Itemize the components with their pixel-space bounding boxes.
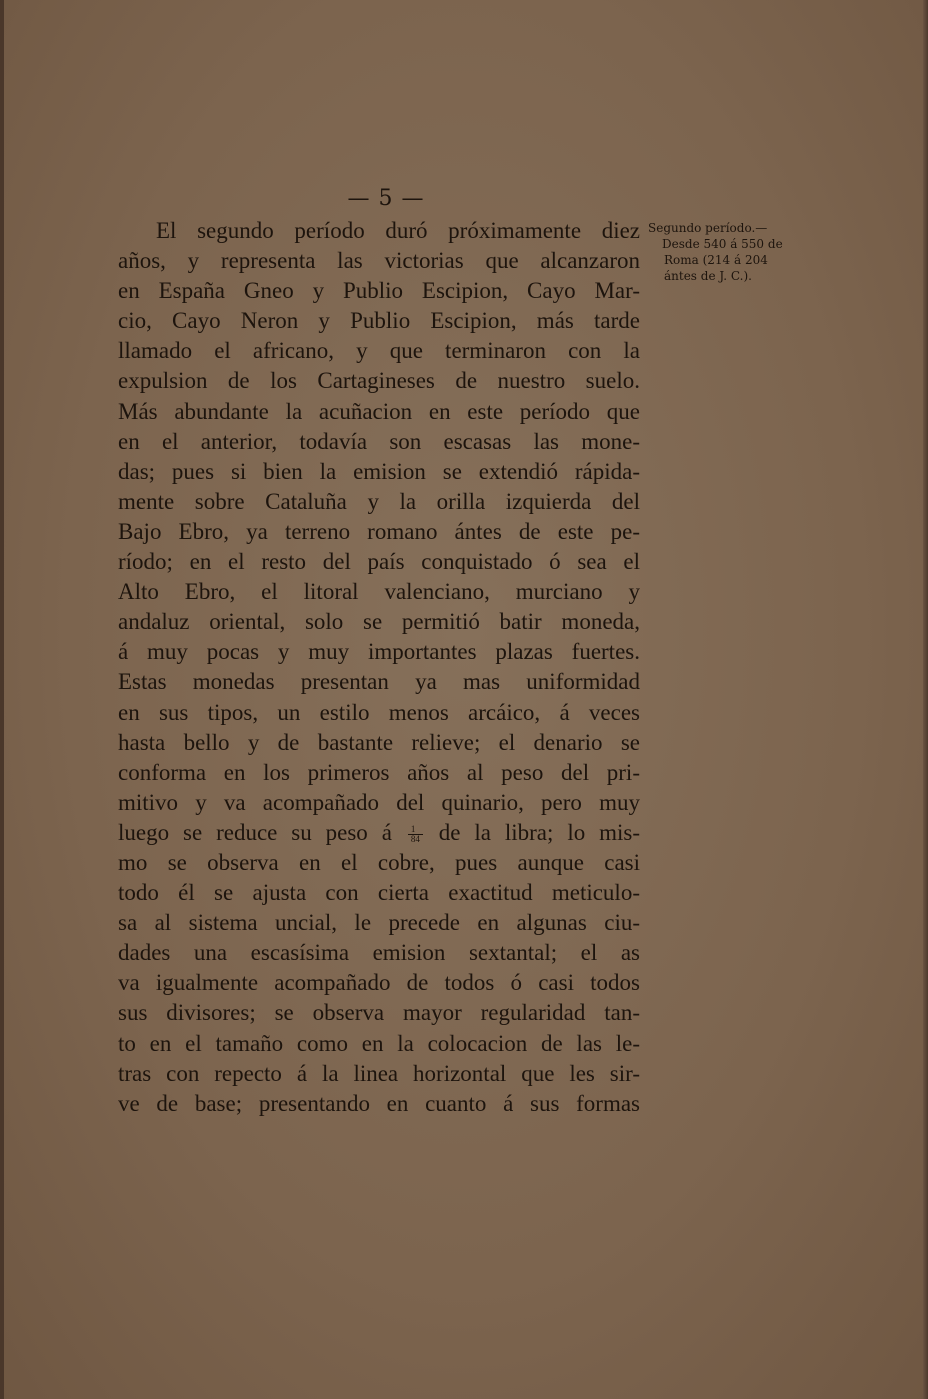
body-line-part: luego se reduce su peso á (118, 819, 392, 845)
body-line: El segundo período duró próximamente diez (156, 218, 640, 243)
page-number: — 5 — (347, 186, 425, 211)
body-line: á muy pocas y muy importantes plazas fuertes. (118, 639, 640, 665)
body-line: cio, Cayo Neron y Publio Escipion, más tarde (118, 308, 640, 334)
body-line: das; pues si bien la emision se extendió rápida- (118, 458, 640, 484)
body-line: Estas monedas presentan ya mas uniformidad (118, 669, 640, 695)
page-left-edge (0, 0, 4, 1399)
body-line: expulsion de los Cartagineses de nuestro suelo. (118, 368, 640, 394)
body-line: sus divisores; se observa mayor regularidad tan- (118, 1000, 640, 1026)
margin-note (648, 220, 796, 284)
body-line: tras con repecto á la linea horizontal que les sir- (118, 1060, 640, 1086)
body-line: Alto Ebro, el litoral valenciano, murciano y (118, 579, 640, 605)
body-line: conforma en los primeros años al peso del pri- (118, 759, 640, 785)
body-line: to en el tamaño como en la colocacion de las le- (118, 1030, 640, 1056)
body-line: años, y representa las victorias que alcanzaron (118, 248, 640, 274)
body-line: hasta bello y de bastante relieve; el denario se (118, 729, 640, 755)
body-line: Bajo Ebro, ya terreno romano ántes de este pe- (118, 518, 640, 544)
body-line-with-fraction (118, 818, 640, 848)
body-line: Más abundante la acuñacion en este período que (118, 398, 640, 424)
body-line: mente sobre Cataluña y la orilla izquierda del (118, 488, 640, 514)
body-line: en el anterior, todavía son escasas las mone- (118, 428, 640, 454)
margin-note-line: ántes de J. C.). (664, 269, 752, 283)
body-line-part: de la libra; lo mis- (438, 819, 641, 845)
fraction-numerator: 1 (408, 825, 423, 835)
body-line: sa al sistema uncial, le precede en algunas ciu- (118, 910, 640, 936)
margin-note-line: Segundo período.— (648, 221, 768, 235)
page-right-edge (923, 0, 928, 1399)
body-text (118, 216, 640, 1119)
body-line: ríodo; en el resto del país conquistado ó sea el (118, 549, 640, 575)
margin-note-line: Desde 540 á 550 de (662, 237, 783, 251)
body-line: andaluz oriental, solo se permitió batir moneda, (118, 609, 640, 635)
body-line: mitivo y va acompañado del quinario, pero muy (118, 789, 640, 815)
body-line: todo él se ajusta con cierta exactitud meticulo- (118, 880, 640, 906)
body-line: llamado el africano, y que terminaron con la (118, 338, 640, 364)
fraction (408, 825, 423, 844)
body-line: dades una escasísima emision sextantal; el as (118, 940, 640, 966)
body-line: en España Gneo y Publio Escipion, Cayo Mar- (118, 278, 640, 304)
fraction-denominator: 84 (410, 834, 420, 845)
body-line: ve de base; presentando en cuanto á sus formas (118, 1090, 640, 1116)
margin-note-line: Roma (214 á 204 (664, 253, 768, 267)
body-line: en sus tipos, un estilo menos arcáico, á veces (118, 699, 640, 725)
body-line: mo se observa en el cobre, pues aunque casi (118, 849, 640, 875)
body-line: va igualmente acompañado de todos ó casi todos (118, 970, 640, 996)
